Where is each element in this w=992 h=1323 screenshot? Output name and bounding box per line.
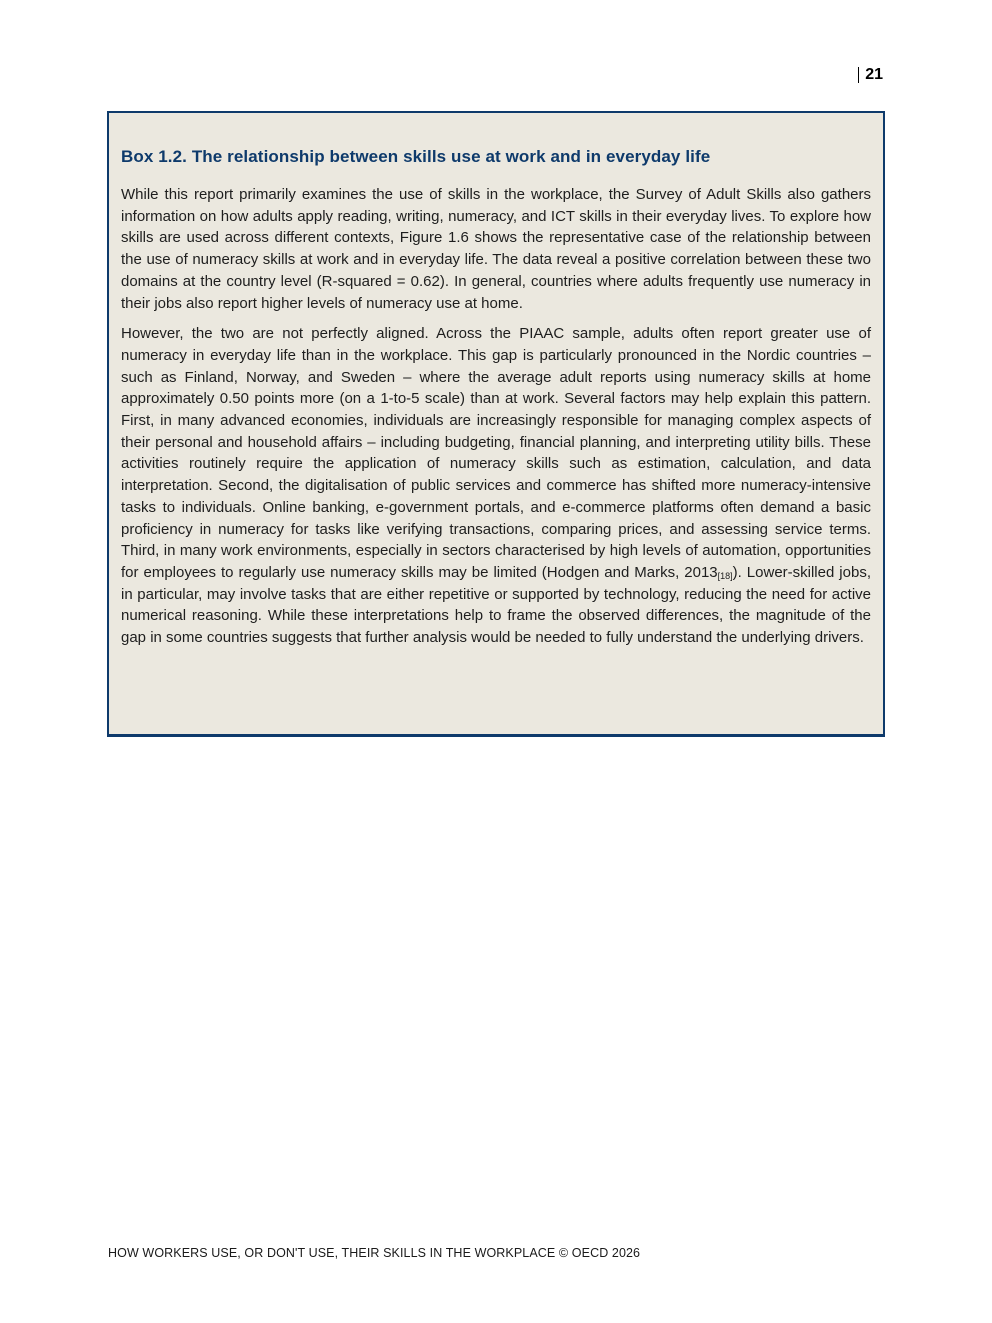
box-title: Box 1.2. The relationship between skills use at work and in everyday life [121, 147, 711, 166]
box-paragraph-2-part-1: However, the two are not perfectly aligned. Across the PIAAC sample, adults often report greater use of numeracy in everyday life than in the workplace. This gap is particularly pronounced in the Nordic countries – such as Finland, Norway, and Sweden – where the average adult reports using numeracy skills at home approximately 0.50 points more (on a 1-to-5 scale) than at work. Several factors may help explain this pattern. First, in many advanced economies, individuals are increasingly responsible for managing complex aspects of their personal and household affairs – including budgeting, financial planning, and interpreting utility bills. These activities routinely require the application of numeracy skills such as estimation, calculation, and data interpretation. Second, the digitalisation of public services and commerce has shifted more numeracy-intensive tasks to individuals. Online banking, e-government portals, and e-commerce platforms often demand a basic proficiency in numeracy for tasks like verifying transactions, comparing prices, and assessing service terms. Third, in many work environments, especially in sectors characterised by high levels of automation, opportunities for employees to regularly use numeracy skills may be limited (Hodgen and Marks, 2013 [121, 325, 871, 581]
page-number-divider [858, 67, 859, 83]
box-paragraph-1: While this report primarily examines the use of skills in the workplace, the Survey of Adult Skills also gathers information on how adults apply reading, writing, numeracy, and ICT skills in their everyday lives. To explore how skills are used across different contexts, Figure 1.6 shows the representative case of the relationship between the use of numeracy skills at work and in everyday life. The data reveal a positive correlation between these two domains at the country level (R-squared = 0.62). In general, countries where adults frequently use numeracy in their jobs also report higher levels of numeracy use at home. [121, 186, 871, 312]
page-number-value: 21 [865, 66, 883, 83]
box-paragraph-2-part-2: ). Lower-skilled jobs, in particular, may involve tasks that are either repetitive or supported by technology, reducing the need for active numerical reasoning. While these interpretations help to frame the observed differences, the magnitude of the gap in some countries suggests that further analysis would be needed to fully understand the underlying drivers. [121, 563, 871, 647]
reference-link-18[interactable]: [18] [717, 570, 733, 581]
box-paragraph-2 [121, 323, 871, 649]
page-number [858, 66, 883, 84]
page-footer: HOW WORKERS USE, OR DON'T USE, THEIR SKILLS IN THE WORKPLACE © OECD 2026 [108, 1246, 641, 1260]
box-1-2 [107, 111, 885, 737]
